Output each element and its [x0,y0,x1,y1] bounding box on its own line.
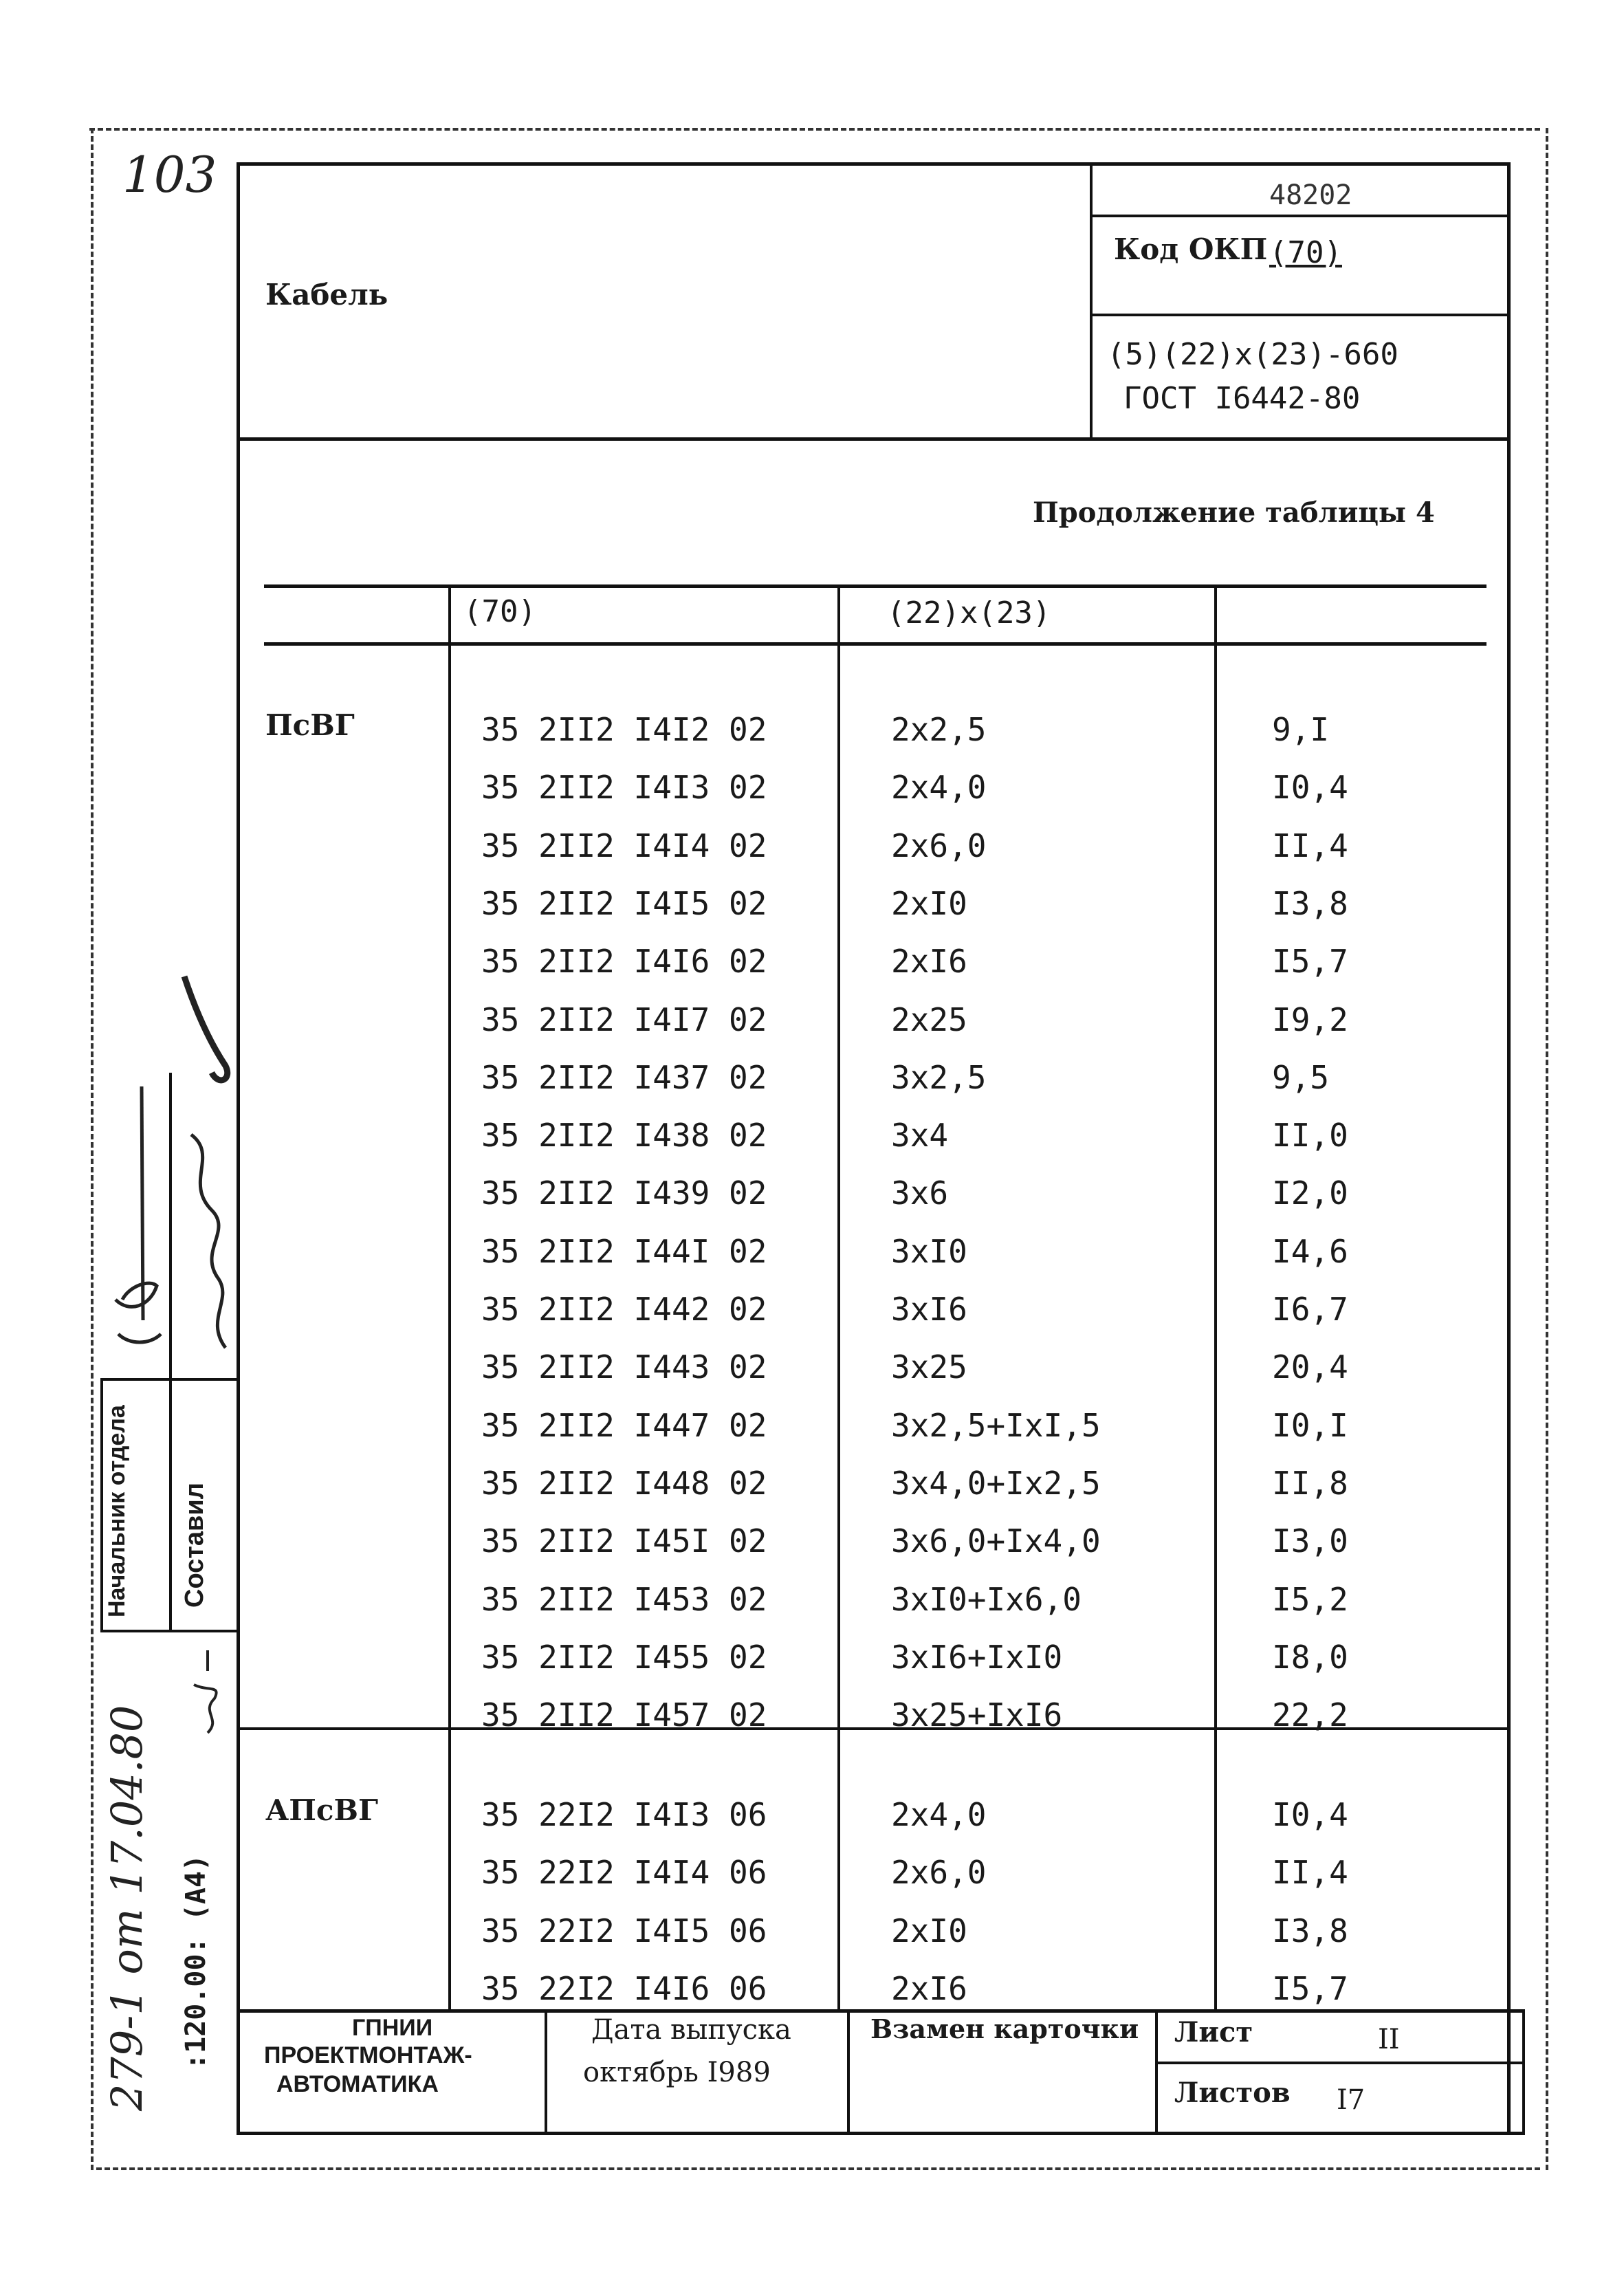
row-value: II,4 [1272,827,1348,864]
frame-top [89,128,1540,131]
product-name: Кабель [265,278,388,311]
footer-div-2 [847,2009,850,2134]
row-size: 2x4,0 [891,1796,987,1833]
row-value: II,8 [1272,1465,1348,1502]
release-label: Дата выпуска [591,2014,791,2046]
signature-scribble-3 [180,1643,235,1740]
row-size: 3xI6 [891,1291,967,1328]
okp-code-line [1090,314,1509,316]
row-size: 3x6,0+Ix4,0 [891,1522,1101,1560]
signature-scribble-2 [171,963,246,1375]
row-code: 35 2II2 I442 02 [481,1291,767,1328]
row-value: 9,I [1272,711,1330,748]
replace-label: Взамен карточки [870,2013,1139,2044]
form-code: :120.00: (A4) [180,1854,212,2070]
row-code: 35 2II2 I457 02 [481,1696,767,1734]
author-label: Составил [180,1483,209,1608]
standard: ГОСТ I6442-80 [1123,381,1361,416]
row-size: 3xI0+Ix6,0 [891,1581,1082,1618]
org-line1: ГПНИИ [352,2015,433,2041]
card-top [237,162,1510,166]
org-line3: АВТОМАТИКА [276,2071,439,2097]
group-name: ПсВГ [265,708,355,742]
table-top-line [264,584,1486,588]
row-code: 35 2II2 I44I 02 [481,1233,767,1270]
sheets-label: Листов [1174,2077,1291,2109]
row-value: I8,0 [1272,1639,1348,1676]
row-code: 35 2II2 I443 02 [481,1348,767,1386]
row-code: 35 2II2 I437 02 [481,1059,767,1096]
row-value: I0,4 [1272,769,1348,806]
okp-code: (70) [1269,235,1342,270]
footer-right [1522,2009,1525,2134]
frame-bottom [96,2167,1540,2170]
table-header-line [264,642,1486,646]
footer-div-1 [545,2009,547,2134]
sheet-value: II [1378,2024,1400,2055]
row-code: 35 2II2 I448 02 [481,1465,767,1502]
row-code: 35 2II2 I447 02 [481,1407,767,1444]
row-value: I6,7 [1272,1291,1348,1328]
row-size: 2xI0 [891,885,967,922]
row-code: 35 22I2 I4I6 06 [481,1970,767,2007]
row-value: 22,2 [1272,1696,1348,1734]
footer-div-3 [1155,2009,1158,2134]
row-size: 3x6 [891,1174,949,1212]
row-code: 35 2II2 I4I6 02 [481,943,767,980]
row-code: 35 2II2 I4I7 02 [481,1001,767,1038]
row-size: 2x6,0 [891,827,987,864]
footer-sheet-line [1155,2062,1524,2064]
frame-right [1546,128,1548,2170]
col-divider-2 [837,586,840,2009]
row-code: 35 2II2 I4I4 02 [481,827,767,864]
row-size: 2x25 [891,1001,967,1038]
okp-number: 48202 [1269,179,1352,211]
row-code: 35 22I2 I4I5 06 [481,1912,767,1949]
row-value: I2,0 [1272,1174,1348,1212]
row-size: 2xI0 [891,1912,967,1949]
row-size: 2x6,0 [891,1854,987,1891]
row-size: 2x4,0 [891,769,987,806]
row-code: 35 22I2 I4I4 06 [481,1854,767,1891]
row-value: I3,0 [1272,1522,1348,1560]
designation: (5)(22)x(23)-660 [1107,337,1398,372]
row-value: II,0 [1272,1117,1348,1154]
sheet-label: Лист [1174,2016,1253,2048]
row-size: 2xI6 [891,1970,967,2007]
row-value: I3,8 [1272,1912,1348,1949]
row-code: 35 2II2 I45I 02 [481,1522,767,1560]
card-bottom [237,2132,1525,2135]
row-code: 35 22I2 I4I3 06 [481,1796,767,1833]
row-value: I4,6 [1272,1233,1348,1270]
row-code: 35 2II2 I438 02 [481,1117,767,1154]
header-divider-v [1090,162,1093,439]
row-value: I0,4 [1272,1796,1348,1833]
row-size: 3x2,5+IxI,5 [891,1407,1101,1444]
org-line2: ПРОЕКТМОНТАЖ- [264,2042,472,2068]
dept-label: Начальник отдела [104,1405,130,1617]
row-value: 9,5 [1272,1059,1330,1096]
col-header-code: (70) [463,594,536,629]
row-size: 3x4 [891,1117,949,1154]
row-value: 20,4 [1272,1348,1348,1386]
footer-top [237,2009,1525,2013]
row-size: 3xI6+IxI0 [891,1639,1063,1676]
col-divider-1 [448,586,451,2009]
row-code: 35 2II2 I4I2 02 [481,711,767,748]
col-header-size: (22)x(23) [887,595,1051,631]
row-size: 3x25+IxI6 [891,1696,1063,1734]
row-size: 3x4,0+Ix2,5 [891,1465,1101,1502]
okp-number-line [1090,215,1509,217]
frame-left [91,128,94,2170]
corner-number: 103 [122,146,217,204]
row-code: 35 2II2 I4I5 02 [481,885,767,922]
sheets-value: I7 [1337,2084,1365,2116]
row-value: I9,2 [1272,1001,1348,1038]
col-divider-3 [1214,586,1217,2009]
card-right [1507,162,1511,2134]
row-code: 35 2II2 I453 02 [481,1581,767,1618]
row-value: I0,I [1272,1407,1348,1444]
signature-scribble-1 [102,1073,171,1375]
row-value: I5,7 [1272,943,1348,980]
release-date: октябрь I989 [583,2057,771,2088]
table-title: Продолжение таблицы 4 [1033,496,1435,529]
row-code: 35 2II2 I439 02 [481,1174,767,1212]
row-value: I3,8 [1272,885,1348,922]
stamp-number: 279-1 от 17.04.80 [102,1705,152,2111]
row-size: 3x2,5 [891,1059,987,1096]
row-size: 2x2,5 [891,711,987,748]
row-size: 3xI0 [891,1233,967,1270]
row-code: 35 2II2 I4I3 02 [481,769,767,806]
row-size: 3x25 [891,1348,967,1386]
row-size: 2xI6 [891,943,967,980]
header-bottom [237,437,1510,441]
row-value: I5,2 [1272,1581,1348,1618]
group-name: АПсВГ [265,1793,378,1827]
row-value: I5,7 [1272,1970,1348,2007]
row-value: II,4 [1272,1854,1348,1891]
okp-label: Код ОКП [1114,232,1268,266]
row-code: 35 2II2 I455 02 [481,1639,767,1676]
